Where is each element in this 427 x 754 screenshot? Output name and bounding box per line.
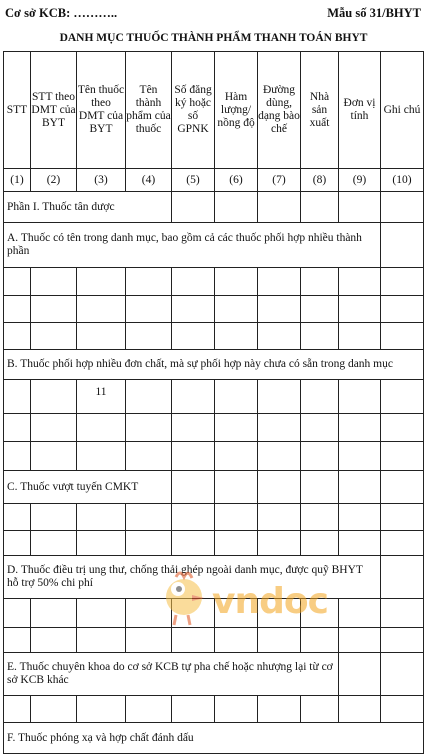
table-row bbox=[4, 380, 424, 414]
col-number: (6) bbox=[215, 169, 258, 192]
empty-cell bbox=[381, 192, 424, 223]
col-header-manufacturer: Nhà sản xuất bbox=[301, 52, 339, 169]
col-number: (2) bbox=[31, 169, 77, 192]
col-header-product-name: Tên thành phẩm của thuốc bbox=[126, 52, 172, 169]
empty-cell bbox=[215, 192, 258, 223]
section-c: C. Thuốc vượt tuyến CMKT bbox=[4, 471, 172, 504]
col-number: (5) bbox=[172, 169, 215, 192]
section-b: B. Thuốc phối hợp nhiều đơn chất, mà sự phối hợp này chưa có sẵn trong danh mục bbox=[4, 350, 424, 380]
section-row bbox=[4, 653, 424, 696]
document-title: DANH MỤC THUỐC THÀNH PHẨM THANH TOÁN BHYT bbox=[59, 32, 368, 44]
col-header-concentration: Hàm lượng/ nồng độ bbox=[215, 52, 258, 169]
col-header-registration: Số đăng ký hoặc số GPNK bbox=[172, 52, 215, 169]
facility-label: Cơ sở KCB: ……….. bbox=[5, 6, 118, 20]
section-row bbox=[4, 471, 424, 504]
col-number: (4) bbox=[126, 169, 172, 192]
section-row bbox=[4, 556, 424, 599]
col-number: (3) bbox=[77, 169, 126, 192]
section-part1: Phần I. Thuốc tân dược bbox=[4, 192, 172, 223]
table-row bbox=[4, 531, 424, 556]
header-row bbox=[4, 52, 424, 169]
table-row bbox=[4, 268, 424, 296]
empty-cell bbox=[381, 223, 424, 268]
table-row bbox=[4, 696, 424, 723]
col-number: (1) bbox=[4, 169, 31, 192]
col-number: (8) bbox=[301, 169, 339, 192]
col-header-unit: Đơn vị tính bbox=[339, 52, 381, 169]
section-e: E. Thuốc chuyên khoa do cơ sở KCB tự pha chế hoặc nhượng lại từ cơ sở KCB khác bbox=[4, 653, 339, 696]
col-number: (10) bbox=[381, 169, 424, 192]
section-f: F. Thuốc phóng xạ và hợp chất đánh dấu bbox=[4, 723, 424, 754]
col-header-route: Đường dùng, dạng bào chế bbox=[258, 52, 301, 169]
section-a: A. Thuốc có tên trong danh mục, bao gồm cả các thuốc phối hợp nhiều thành phần bbox=[4, 223, 381, 268]
form-number: Mẫu số 31/BHYT bbox=[327, 6, 421, 20]
table-row bbox=[4, 414, 424, 442]
drug-list-table bbox=[3, 51, 424, 754]
col-header-stt-dmt: STT theo DMT của BYT bbox=[31, 52, 77, 169]
empty-cell bbox=[258, 192, 301, 223]
col-header-note: Ghi chú bbox=[381, 52, 424, 169]
column-number-row bbox=[4, 169, 424, 192]
section-d: D. Thuốc điều trị ung thư, chống thải ghép ngoài danh mục, được quỹ BHYT hỗ trợ 50% chi phí bbox=[4, 556, 381, 599]
section-row bbox=[4, 350, 424, 380]
table-row bbox=[4, 442, 424, 471]
section-row bbox=[4, 723, 424, 754]
col-number: (7) bbox=[258, 169, 301, 192]
table-row bbox=[4, 628, 424, 653]
section-row bbox=[4, 192, 424, 223]
empty-cell bbox=[339, 192, 381, 223]
table-row bbox=[4, 296, 424, 323]
section-row bbox=[4, 223, 424, 268]
col-header-drug-name: Tên thuốc theo DMT của BYT bbox=[77, 52, 126, 169]
table-row bbox=[4, 599, 424, 628]
table-row bbox=[4, 504, 424, 531]
col-number: (9) bbox=[339, 169, 381, 192]
table-row bbox=[4, 323, 424, 350]
empty-cell bbox=[301, 192, 339, 223]
col-header-stt: STT bbox=[4, 52, 31, 169]
watermark-text: vndoc bbox=[212, 581, 328, 622]
empty-cell bbox=[172, 192, 215, 223]
cell-value: 11 bbox=[77, 380, 126, 414]
